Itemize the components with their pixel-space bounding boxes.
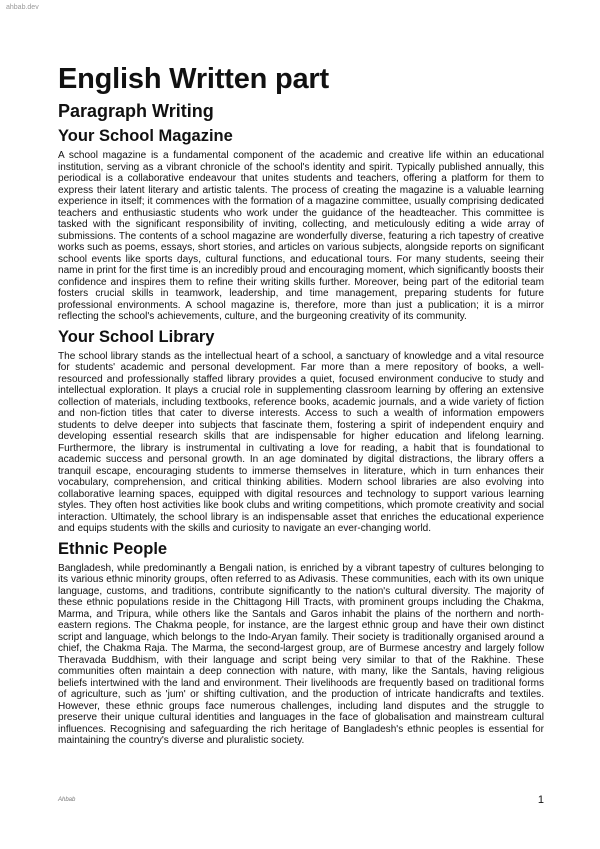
section-school-magazine	[58, 126, 544, 323]
section-paragraph: A school magazine is a fundamental component of the academic and creative life within an educational institution, serving as a vibrant chronicle of the school's identity and spirit. Typically published annually, this periodical is a collaborative endeavour that unites students and teachers, offering a platform for them to express their latent literary and artistic talents. The process of creating the magazine is a valuable learning experience in itself; it commences with the formation of a magazine committee, usually comprising dedicated teachers and enthusiastic students who work under the guidance of the headteacher. This committee is tasked with the significant responsibility of inviting, collecting, and meticulously editing a wide array of submissions. The contents of a school magazine are wonderfully diverse, featuring a rich tapestry of creative works such as poems, essays, short stories, and articles on various subjects, alongside reports on significant school events like sports days, cultural functions, and educational tours. For many students, seeing their name in print for the first time is an incredibly proud and encouraging moment, which significantly boosts their confidence and inspires them to refine their writing skills further. Moreover, being part of the editorial team fosters crucial skills in teamwork, leadership, and time management, preparing students for future professional environments. A school magazine is, therefore, more than just a publication; it is a mirror reflecting the school's achievements, culture, and the burgeoning creativity of its community.	[58, 150, 544, 322]
page-number: 1	[537, 794, 544, 806]
section-heading: Your School Magazine	[58, 127, 233, 145]
section-heading: Ethnic People	[58, 539, 168, 558]
document-title: English Written part	[58, 63, 329, 95]
section-school-library	[58, 327, 544, 535]
section-paragraph: The school library stands as the intellectual heart of a school, a sanctuary of knowledge and a vital resource for students' academic and personal development. Far more than a mere repository of books, a well-resourced and professionally staffed library provides a quiet, focused environment conducive to study and intellectual exploration. It plays a crucial role in supplementing classroom learning by offering an extensive collection of materials, including textbooks, reference books, academic journals, and a wide variety of fiction and non-fiction titles that cater to diverse interests. Access to such a wealth of information empowers students to delve deeper into subjects that fascinate them, fostering a spirit of independent enquiry and developing essential research skills that are indispensable for higher education and lifelong learning. Furthermore, the library is instrumental in cultivating a love for reading, a habit that is foundational to academic success and personal growth. In an age dominated by digital distractions, the library offers a tranquil escape, encouraging students to immerse themselves in literature, which in turn enhances their vocabulary, comprehension, and critical thinking abilities. Modern school libraries are also evolving into collaborative learning spaces, equipped with digital resources and technology to support various learning styles. They often host activities like book clubs and writing competitions, which promote creativity and social interaction. Ultimately, the school library is an indispensable asset that enriches the educational experience and equips students with the skills and curiosity to navigate an ever-changing world.	[58, 350, 544, 534]
watermark: ahbab.dev	[6, 4, 39, 11]
section-ethnic-people	[58, 539, 544, 747]
section-paragraph: Bangladesh, while predominantly a Bengali nation, is enriched by a vibrant tapestry of cultures belonging to its various ethnic minority groups, often referred to as Adivasis. These communities, each with its own unique language, customs, and traditions, contribute significantly to the nation's cultural diversity. The majority of these ethnic populations reside in the Chittagong Hill Tracts, with prominent groups including the Chakma, Marma, and Tripura, while others like the Santals and Garos inhabit the plains of the northern and north-eastern regions. The Chakma people, for instance, are the largest ethnic group and have their own distinct script and language, which belongs to the Indo-Aryan family. Their society is traditionally organised around a chief, the Chakma Raja. The Marma, the second-largest group, are of Burmese ancestry and largely follow Theravada Buddhism, with their language and script being very similar to that of the Rakhine. These communities often maintain a deep connection with nature, with many, like the Santals, having religious beliefs intertwined with the land and environment. Their livelihoods are frequently based on traditional forms of agriculture, such as 'jum' or shifting cultivation, and the production of intricate handicrafts and textiles. However, these ethnic groups face numerous challenges, including land disputes and the struggle to preserve their unique cultural identities and languages in the face of globalisation and mainstream cultural influences. Recognising and safeguarding the rich heritage of Bangladesh's ethnic peoples is essential for maintaining the country's diverse and pluralistic society.	[58, 562, 544, 746]
document-subtitle: Paragraph Writing	[58, 101, 214, 121]
footer-author: Ahbab	[58, 797, 76, 803]
document-page	[58, 62, 544, 749]
section-heading: Your School Library	[58, 327, 215, 346]
